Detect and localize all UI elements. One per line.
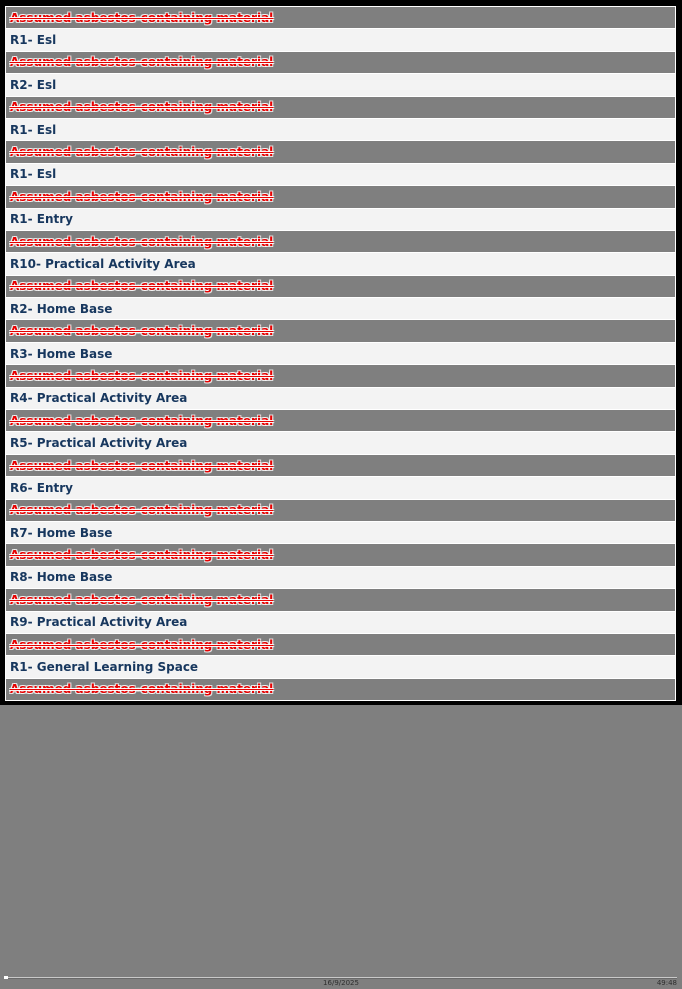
assumed-material-row: Assumed asbestos-containing material — [6, 52, 675, 73]
assumed-material-row: Assumed asbestos-containing material — [6, 455, 675, 476]
room-row: R1- Esl — [6, 119, 675, 140]
room-row: R4- Practical Activity Area — [6, 388, 675, 409]
assumed-material-row: Assumed asbestos-containing material — [6, 365, 675, 386]
assumed-material-row: Assumed asbestos-containing material — [6, 231, 675, 252]
assumed-material-row: Assumed asbestos-containing material — [6, 276, 675, 297]
room-row: R2- Esl — [6, 74, 675, 95]
room-row: R2- Home Base — [6, 298, 675, 319]
room-row: R9- Practical Activity Area — [6, 612, 675, 633]
room-row: R1- Esl — [6, 29, 675, 50]
room-row: R1- Esl — [6, 164, 675, 185]
room-row: R5- Practical Activity Area — [6, 432, 675, 453]
assumed-material-row: Assumed asbestos-containing material — [6, 589, 675, 610]
assumed-material-row: Assumed asbestos-containing material — [6, 97, 675, 118]
room-row: R8- Home Base — [6, 567, 675, 588]
assumed-material-row: Assumed asbestos-containing material — [6, 141, 675, 162]
room-row: R1- Entry — [6, 209, 675, 230]
assumed-material-row: Assumed asbestos-containing material — [6, 544, 675, 565]
footer-date: 16/9/2025 — [323, 979, 359, 987]
room-row: R7- Home Base — [6, 522, 675, 543]
room-row: R6- Entry — [6, 477, 675, 498]
room-row: R10- Practical Activity Area — [6, 253, 675, 274]
assumed-material-row: Assumed asbestos-containing material — [6, 679, 675, 700]
assumed-material-row: Assumed asbestos-containing material — [6, 7, 675, 28]
room-row: R3- Home Base — [6, 343, 675, 364]
footer-divider — [5, 977, 677, 978]
register-table — [5, 6, 676, 701]
assumed-material-row: Assumed asbestos-containing material — [6, 634, 675, 655]
assumed-material-row: Assumed asbestos-containing material — [6, 320, 675, 341]
room-row: R1- General Learning Space — [6, 656, 675, 677]
assumed-material-row: Assumed asbestos-containing material — [6, 410, 675, 431]
footer-page-info: 49:48 — [656, 979, 677, 987]
assumed-material-row: Assumed asbestos-containing material — [6, 500, 675, 521]
assumed-material-row: Assumed asbestos-containing material — [6, 186, 675, 207]
